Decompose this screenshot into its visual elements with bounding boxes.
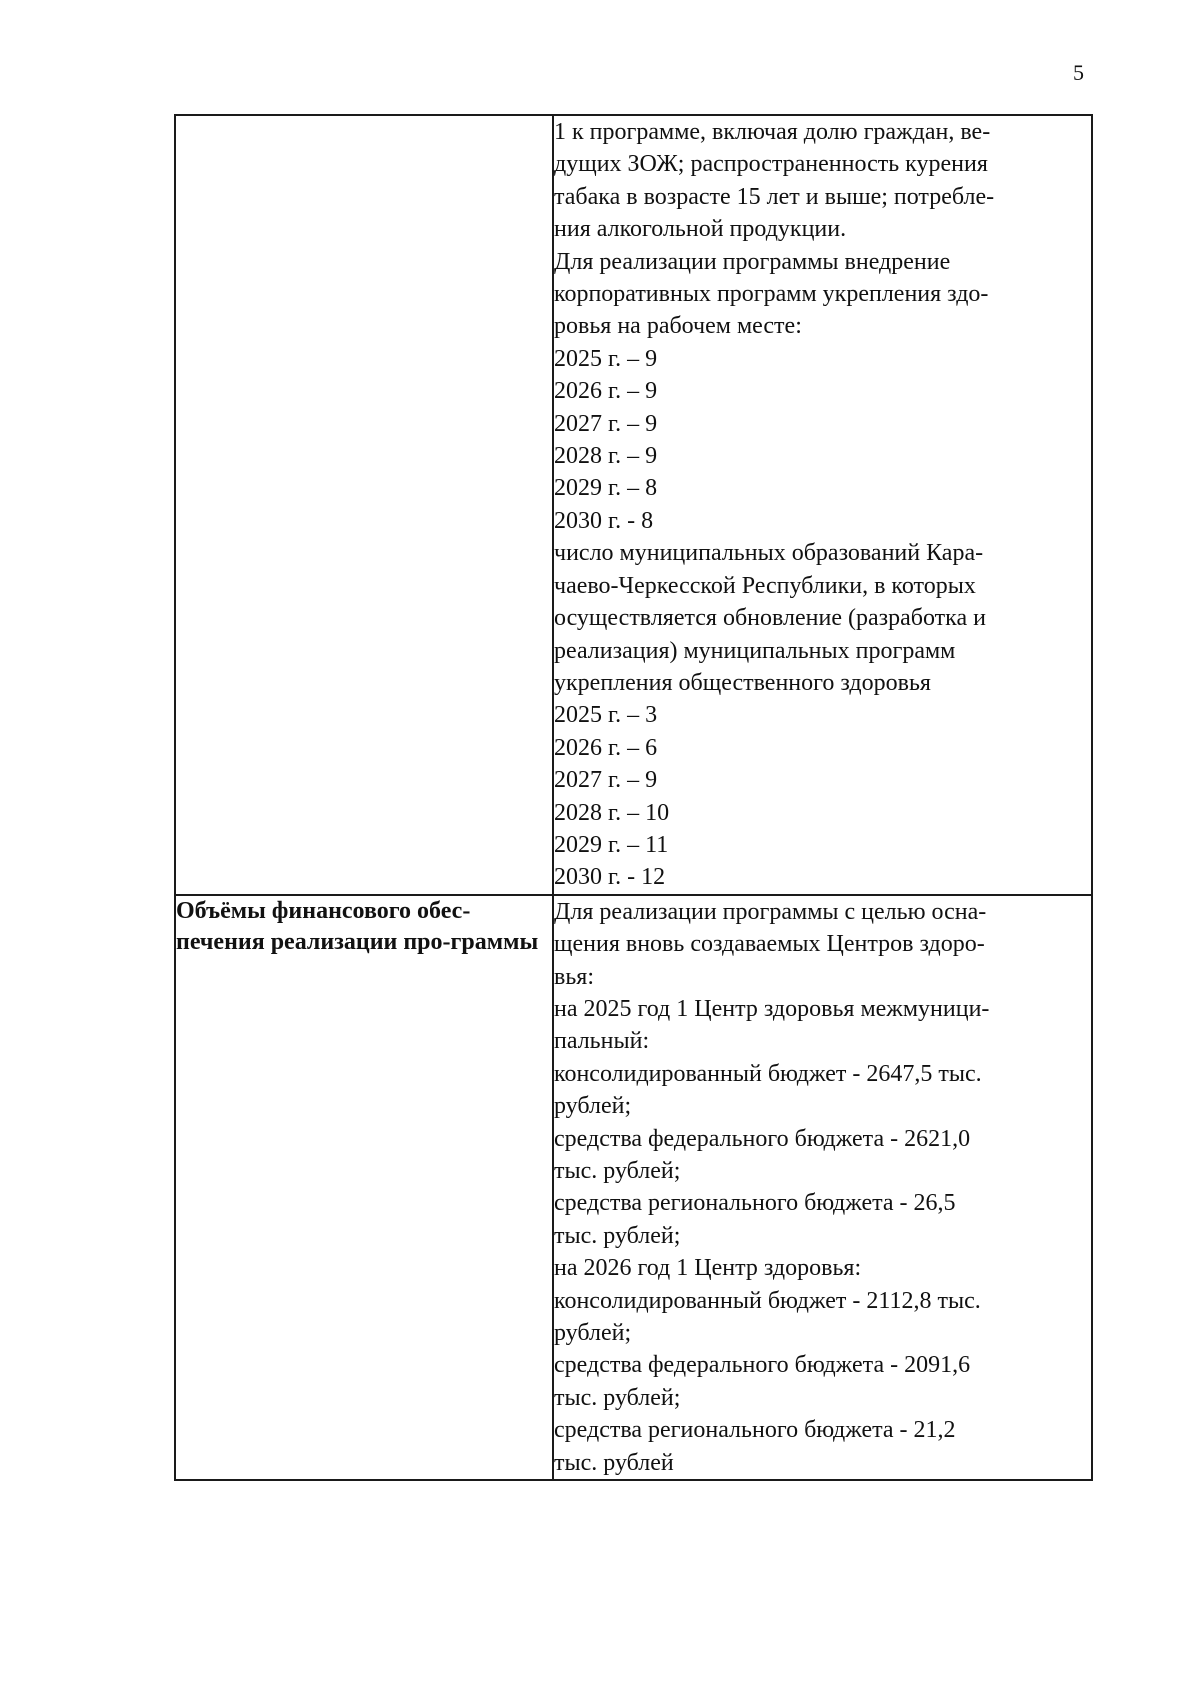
text-line: осуществляется обновление (разработка и xyxy=(554,605,986,632)
text-line: на 2025 год 1 Центр здоровья межмуници- xyxy=(554,995,990,1022)
row-2-content-cell xyxy=(553,895,1092,1480)
text-line: 2030 г. - 12 xyxy=(554,864,666,891)
text-line: 2027 г. – 9 xyxy=(554,767,658,794)
text-line: 2026 г. – 9 xyxy=(554,378,658,405)
text-line: 2028 г. – 10 xyxy=(554,799,670,826)
row-2-label-cell xyxy=(175,895,553,1480)
text-line: 2025 г. – 3 xyxy=(554,702,658,729)
text-line: корпоративных программ укрепления здо- xyxy=(554,281,989,308)
text-line: тыс. рублей; xyxy=(554,1222,681,1249)
text-line: консолидированный бюджет - 2112,8 тыс. xyxy=(554,1287,981,1314)
text-line: Для реализации программы внедрение xyxy=(554,248,951,275)
text-line: средства регионального бюджета - 21,2 xyxy=(554,1417,956,1444)
page-number: 5 xyxy=(1073,60,1084,85)
text-line: 2025 г. – 9 xyxy=(554,345,658,372)
text-line: тыс. рублей xyxy=(554,1449,674,1476)
text-line: ровья на рабочем месте: xyxy=(554,313,802,340)
text-line: укрепления общественного здоровья xyxy=(554,669,931,696)
text-line: число муниципальных образований Кара- xyxy=(554,540,984,567)
row-1-label-cell xyxy=(175,115,553,895)
text-line: средства регионального бюджета - 26,5 xyxy=(554,1190,956,1217)
text-line: пальный: xyxy=(554,1028,650,1055)
text-line: 2029 г. – 11 xyxy=(554,831,669,858)
text-line: Для реализации программы с целью осна- xyxy=(554,898,987,925)
text-line: дущих ЗОЖ; распространенность курения xyxy=(554,151,988,178)
row-2-text xyxy=(554,896,1091,1479)
text-line: тыс. рублей; xyxy=(554,1158,681,1184)
text-line: средства федерального бюджета - 2621,0 xyxy=(554,1125,971,1152)
text-line: реализация) муниципальных программ xyxy=(554,637,956,664)
table-row-financing xyxy=(175,895,1092,1480)
financing-heading xyxy=(176,896,552,958)
text-line: ния алкогольной продукции. xyxy=(554,216,847,243)
text-line: 2028 г. – 9 xyxy=(554,443,658,470)
row-1-content-cell xyxy=(553,115,1092,895)
text-line: щения вновь создаваемых Центров здоро- xyxy=(554,931,985,958)
text-line: табака в возрасте 15 лет и выше; потребле- xyxy=(554,183,995,210)
text-line: 2026 г. – 6 xyxy=(554,734,658,761)
text-line: 2029 г. – 8 xyxy=(554,475,658,502)
text-line: 1 к программе, включая долю граждан, ве- xyxy=(554,119,991,145)
text-line: на 2026 год 1 Центр здоровья: xyxy=(554,1255,862,1282)
heading-line: граммы xyxy=(450,928,539,955)
text-line: рублей; xyxy=(554,1320,632,1347)
passport-table xyxy=(174,114,1093,1481)
row-1-text xyxy=(554,116,1091,894)
text-line: средства федерального бюджета - 2091,6 xyxy=(554,1352,971,1379)
table-row-indicators xyxy=(175,115,1092,895)
text-line: рублей; xyxy=(554,1093,632,1120)
text-line: 2027 г. – 9 xyxy=(554,410,658,437)
text-line: 2030 г. - 8 xyxy=(554,507,654,534)
text-line: консолидированный бюджет - 2647,5 тыс. xyxy=(554,1060,982,1087)
heading-line: Объёмы финансового обес- xyxy=(176,897,471,924)
heading-line: печения реализации про- xyxy=(176,928,451,955)
text-line: чаево-Черкесской Республики, в которых xyxy=(554,572,976,599)
text-line: вья: xyxy=(554,963,594,990)
text-line: тыс. рублей; xyxy=(554,1384,681,1411)
